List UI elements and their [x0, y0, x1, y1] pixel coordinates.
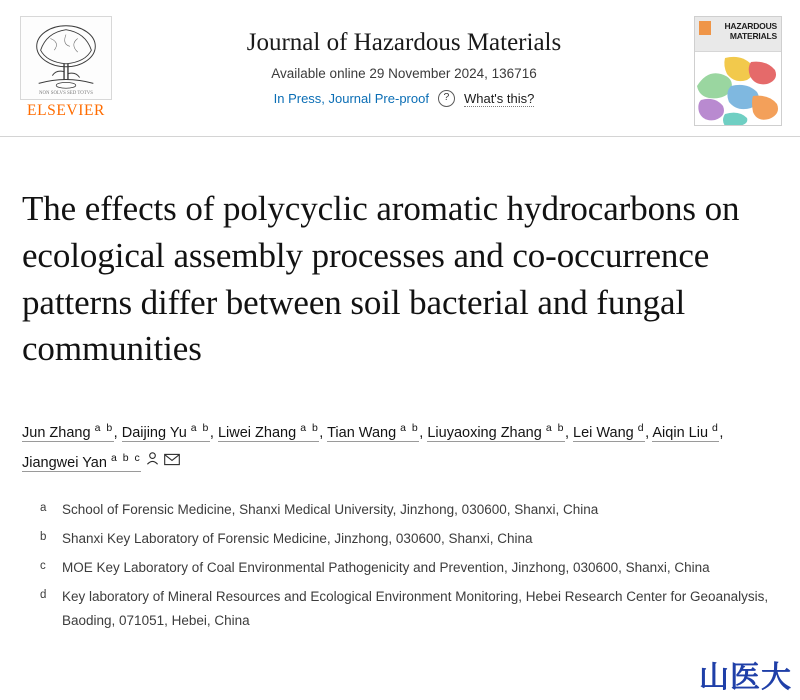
journal-cover-thumbnail[interactable] [694, 16, 782, 126]
author-5[interactable] [573, 422, 646, 442]
affiliation-text: Shanxi Key Laboratory of Forensic Medicine, Jinzhong, 030600, Shanxi, China [62, 530, 533, 546]
author-name: Liwei Zhang [217, 424, 297, 441]
whats-this-link[interactable]: What's this? [463, 90, 535, 106]
author-sep-4: , [564, 424, 574, 441]
person-icon[interactable] [145, 448, 160, 477]
envelope-icon[interactable] [164, 448, 180, 477]
author-sep-3: , [419, 424, 428, 441]
affiliation-list [0, 478, 800, 632]
in-press-link[interactable]: In Press, Journal Pre-proof [273, 91, 429, 106]
author-name: Daijing Yu [121, 424, 187, 441]
cover-title [724, 21, 777, 41]
author-name: Liuyaoxing Zhang [427, 424, 542, 441]
affiliation-row [40, 498, 778, 521]
journal-info [114, 14, 694, 107]
author-affiliation-marks: a b [94, 422, 114, 435]
author-4[interactable] [427, 422, 565, 442]
author-sep-5: , [645, 424, 653, 441]
author-2[interactable] [217, 422, 320, 442]
author-affiliation-marks: a b [400, 422, 420, 435]
cover-artwork [695, 52, 781, 125]
author-affiliation-marks: a b [300, 422, 320, 435]
affiliation-mark: d [40, 589, 47, 602]
journal-title[interactable]: Journal of Hazardous Materials [246, 29, 562, 56]
author-0[interactable] [22, 422, 114, 442]
affiliation-mark: b [40, 530, 47, 543]
author-6[interactable] [652, 422, 720, 442]
author-name: Tian Wang [327, 424, 397, 441]
elsevier-logo[interactable] [18, 16, 114, 120]
author-name: Aiqin Liu [652, 424, 709, 441]
svg-text:NON SOLVS SED TOTVS: NON SOLVS SED TOTVS [39, 91, 93, 97]
journal-status-row [114, 90, 694, 107]
affiliation-row [40, 527, 778, 550]
cover-artwork-svg [695, 52, 781, 126]
header-divider [0, 136, 800, 137]
cover-title-line2: MATERIALS [729, 31, 777, 41]
cover-elsevier-icon [699, 21, 711, 35]
author-sep-0: , [113, 424, 122, 441]
author-7[interactable] [22, 451, 142, 472]
cover-title-line1: HAZARDOUS [724, 21, 777, 31]
page-title: The effects of polycyclic aromatic hydrocarbons on ecological assembly processes and co-occurrence patterns differ between soil bacterial and fungal communities [22, 189, 740, 369]
journal-header [0, 0, 800, 126]
affiliation-text: MOE Key Laboratory of Coal Environmental Pathogenicity and Prevention, Jinzhong, 030600, Shanxi, China [62, 560, 710, 576]
author-affiliation-marks: d [712, 422, 720, 435]
author-name: Jun Zhang [22, 424, 91, 441]
elsevier-tree-icon [20, 16, 112, 100]
author-list [0, 396, 800, 478]
affiliation-text: Key laboratory of Mineral Resources and Ecological Environment Monitoring, Hebei Research Center for Geoanalysis, Baoding, 071051, Hebei, China [62, 589, 769, 628]
affiliation-row [40, 556, 778, 579]
affiliation-text: School of Forensic Medicine, Shanxi Medical University, Jinzhong, 030600, Shanxi, China [62, 501, 599, 517]
journal-availability: Available online 29 November 2024, 136716 [271, 66, 537, 81]
author-name: Lei Wang [573, 424, 634, 441]
author-sep-2: , [319, 424, 328, 441]
author-affiliation-marks: a b [190, 422, 210, 435]
affiliation-mark: a [40, 501, 47, 514]
elsevier-wordmark: ELSEVIER [27, 102, 105, 119]
author-sep-6: , [719, 424, 724, 441]
author-affiliation-marks: a b c [110, 451, 142, 464]
author-3[interactable] [327, 422, 420, 442]
affiliation-mark: c [40, 560, 46, 573]
author-affiliation-marks: d [637, 422, 646, 435]
author-1[interactable] [121, 422, 210, 442]
author-affiliation-marks: a b [545, 422, 565, 435]
cover-masthead [695, 17, 781, 52]
author-sep-1: , [209, 424, 218, 441]
affiliation-row [40, 585, 778, 631]
question-mark-icon[interactable]: ? [438, 90, 455, 107]
author-name: Jiangwei Yan [22, 454, 107, 471]
watermark: 山医大 [699, 661, 792, 694]
